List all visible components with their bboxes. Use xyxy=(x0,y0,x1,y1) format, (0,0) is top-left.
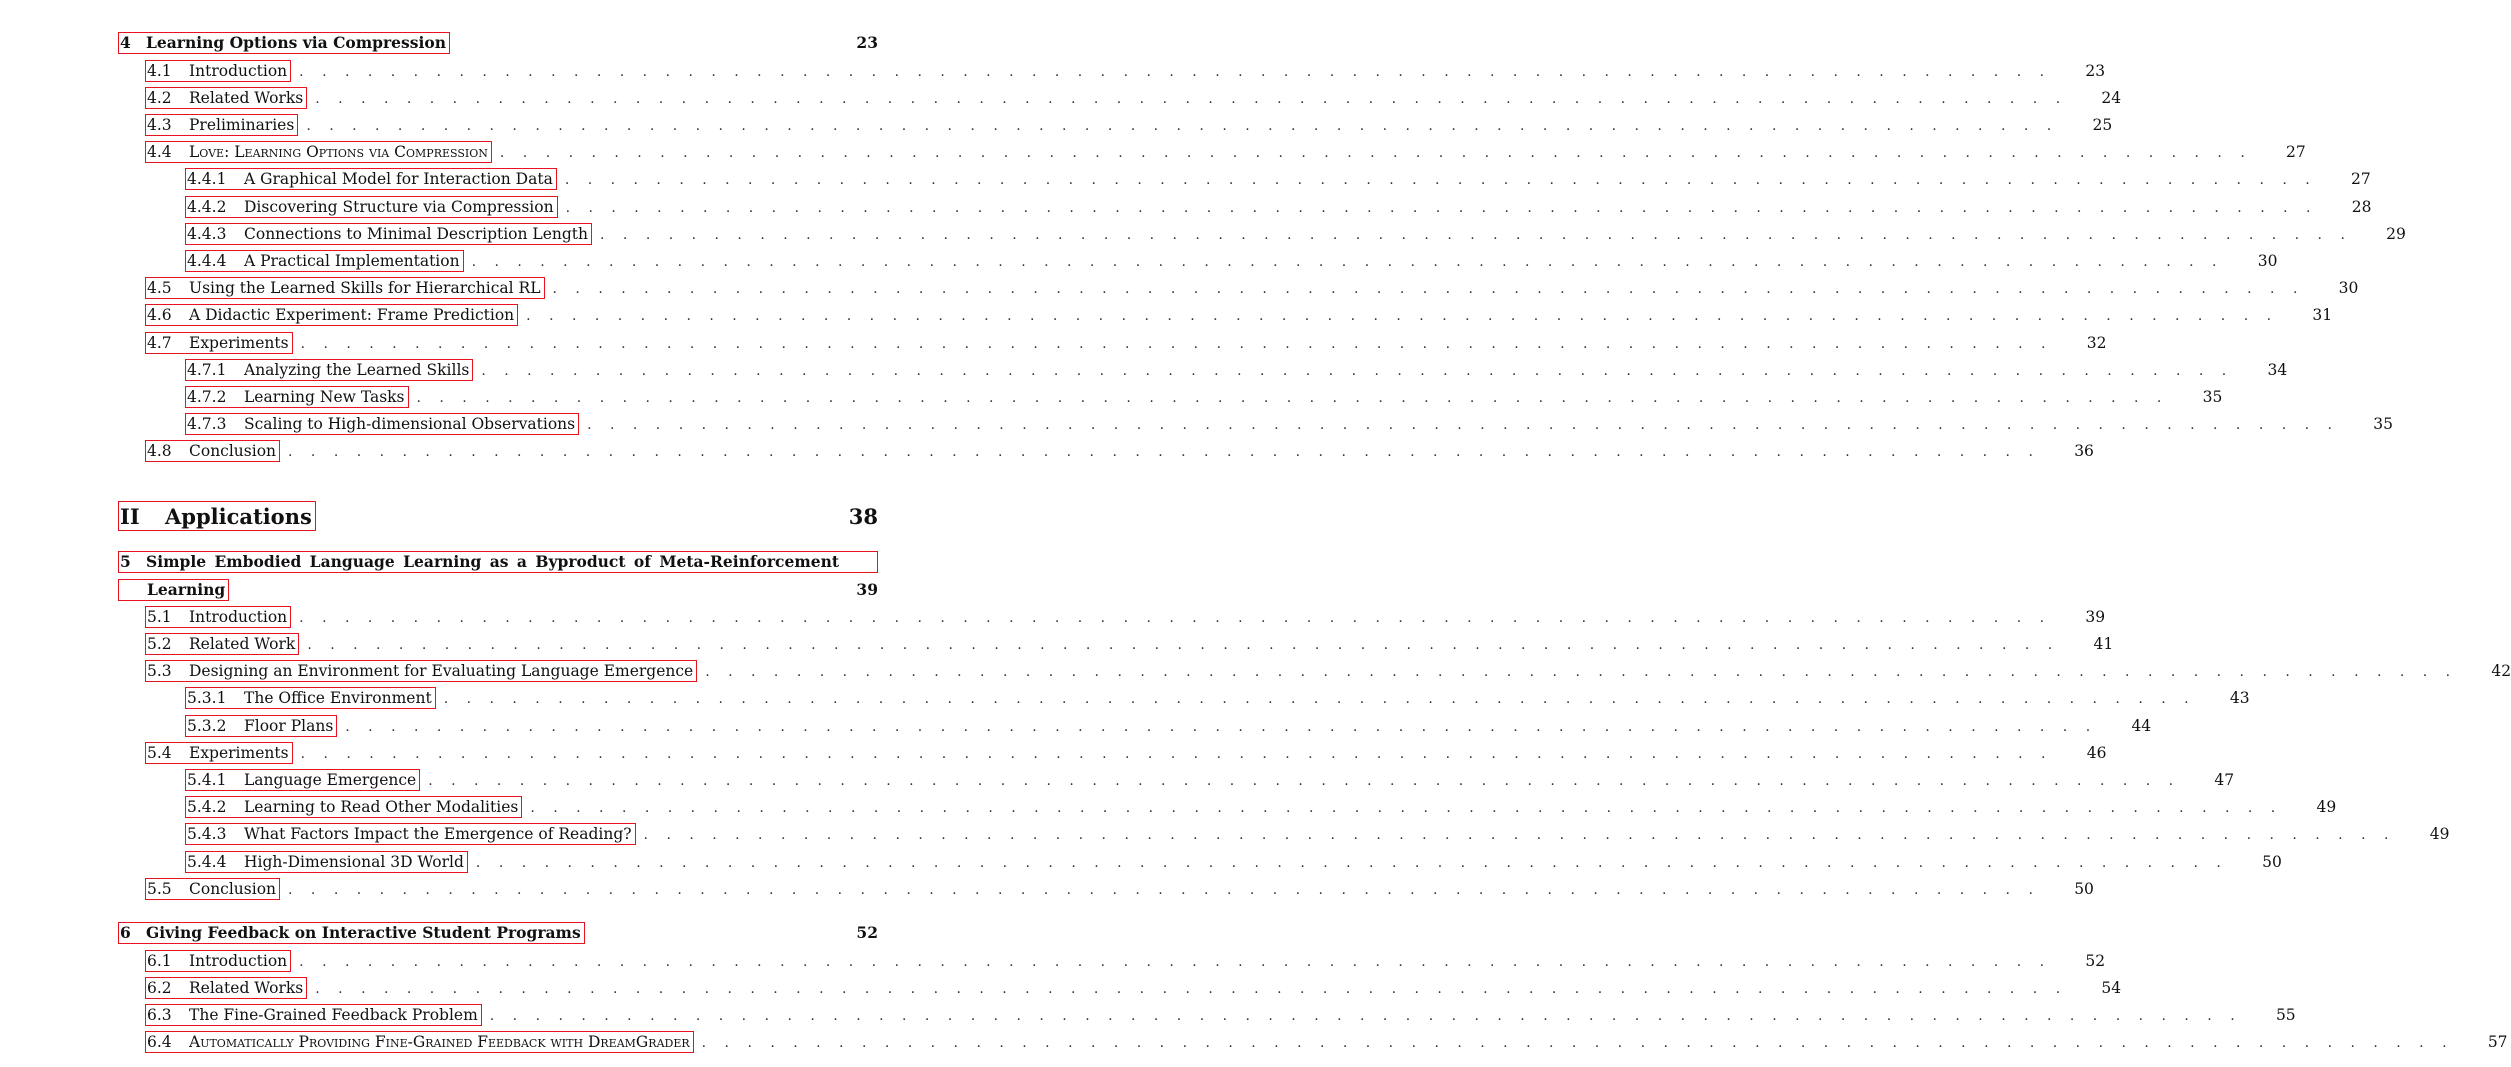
section-title: Language Emergence xyxy=(244,770,417,789)
section-title: Related Work xyxy=(189,634,296,653)
section-entry xyxy=(145,603,2106,630)
dot-leader: . . . . . . . . . . . . . . . . . . . . . . . . . . . . . . . . . . . . . . . . . . . . . . . . . . . . . . . . . . . . . . . . . . . . . . . . . . . . . xyxy=(307,636,2060,653)
section-entry xyxy=(145,657,2511,684)
section-title: The Office Environment xyxy=(244,688,432,707)
section-entry xyxy=(145,947,2106,974)
section-title: A Graphical Model for Interaction Data xyxy=(244,169,553,188)
toc-link[interactable] xyxy=(185,687,436,709)
section-entry xyxy=(145,974,2122,1001)
section-number: 5.4.1 xyxy=(187,770,227,789)
section-entry xyxy=(185,383,2223,410)
section-title: The Fine-Grained Feedback Problem xyxy=(189,1005,478,1024)
section-title: A Practical Implementation xyxy=(244,251,460,270)
toc-link[interactable] xyxy=(145,87,307,109)
section-entry xyxy=(185,820,2450,847)
toc-link[interactable] xyxy=(145,1004,482,1026)
toc-link[interactable] xyxy=(145,742,293,764)
toc-link[interactable] xyxy=(145,332,293,354)
page-number: 49 xyxy=(2316,797,2337,816)
section-number: 4.4.4 xyxy=(187,251,227,270)
section-title: Automatically Providing Fine-Grained Feedback with DreamGrader xyxy=(189,1032,690,1051)
toc-link[interactable] xyxy=(145,977,307,999)
dot-leader: . . . . . . . . . . . . . . . . . . . . . . . . . . . . . . . . . . . . . . . . . . . . . . . . . . . . . . . . . . . . . . . . . . . . . . . . . . . . . xyxy=(705,663,2458,680)
dot-leader: . . . . . . . . . . . . . . . . . . . . . . . . . . . . . . . . . . . . . . . . . . . . . . . . . . . . . . . . . . . . . . . . . . . . . . . . . . . . . xyxy=(416,389,2169,406)
section-number: 4.7.2 xyxy=(187,387,227,406)
dot-leader: . . . . . . . . . . . . . . . . . . . . . . . . . . . . . . . . . . . . . . . . . . . . . . . . . . . . . . . . . . . . . . . . . . . . . . . . . . . . . xyxy=(471,253,2224,270)
section-title: What Factors Impact the Emergence of Reading? xyxy=(244,824,632,843)
page-number: 30 xyxy=(2257,251,2278,270)
section-entry xyxy=(145,630,2114,657)
dot-leader: . . . . . . . . . . . . . . . . . . . . . . . . . . . . . . . . . . . . . . . . . . . . . . . . . . . . . . . . . . . . . . . . . . . . . . . . . . . . . xyxy=(299,953,2052,970)
toc-link[interactable] xyxy=(118,551,878,573)
section-entry xyxy=(185,684,2250,711)
section-number: 4.7.1 xyxy=(187,360,227,379)
section-title: Learning New Tasks xyxy=(244,387,405,406)
section-entry xyxy=(185,220,2406,247)
section-entry xyxy=(185,165,2371,192)
dot-leader: . . . . . . . . . . . . . . . . . . . . . . . . . . . . . . . . . . . . . . . . . . . . . . . . . . . . . . . . . . . . . . . . . . . . . . . . . . . . . xyxy=(701,1034,2454,1051)
page-number: 35 xyxy=(2373,414,2393,433)
section-number: 4.4 xyxy=(147,142,172,161)
section-number: 4.6 xyxy=(147,305,172,324)
section-title: Conclusion xyxy=(189,879,277,898)
toc-link[interactable] xyxy=(185,359,473,381)
section-entry xyxy=(185,410,2393,437)
section-entry xyxy=(185,247,2278,274)
dot-leader: . . . . . . . . . . . . . . . . . . . . . . . . . . . . . . . . . . . . . . . . . . . . . . . . . . . . . . . . . . . . . . . . . . . . . . . . . . . . . xyxy=(299,63,2052,80)
section-title: Preliminaries xyxy=(189,115,295,134)
chapter-entry xyxy=(118,576,878,603)
toc-link[interactable] xyxy=(185,796,522,818)
page-number: 41 xyxy=(2093,634,2114,653)
toc-link[interactable] xyxy=(118,32,450,54)
page-number: 35 xyxy=(2202,387,2223,406)
dot-leader: . . . . . . . . . . . . . . . . . . . . . . . . . . . . . . . . . . . . . . . . . . . . . . . . . . . . . . . . . . . . . . . . . . . . . . . . . . . . . xyxy=(475,854,2228,871)
section-entry xyxy=(145,57,2106,84)
section-number: 5.3.1 xyxy=(187,688,227,707)
section-number: 4.4.3 xyxy=(187,224,227,243)
page-number: 30 xyxy=(2338,278,2359,297)
toc-link[interactable] xyxy=(185,386,409,408)
dot-leader: . . . . . . . . . . . . . . . . . . . . . . . . . . . . . . . . . . . . . . . . . . . . . . . . . . . . . . . . . . . . . . . . . . . . . . . . . . . . . xyxy=(315,980,2068,997)
section-entry xyxy=(185,848,2282,875)
page-number: 46 xyxy=(2086,743,2107,762)
page-number: 28 xyxy=(2351,197,2372,216)
toc-link[interactable] xyxy=(145,633,299,655)
section-number: 5.4.3 xyxy=(187,824,227,843)
section-number: 4.7 xyxy=(147,333,172,352)
section-number: 4.3 xyxy=(147,115,172,134)
dot-leader: . . . . . . . . . . . . . . . . . . . . . . . . . . . . . . . . . . . . . . . . . . . . . . . . . . . . . . . . . . . . . . . . . . . . . . . . . . . . . xyxy=(315,90,2068,107)
page-number: 27 xyxy=(2286,142,2306,161)
section-number: 5.3.2 xyxy=(187,716,227,735)
section-title: Introduction xyxy=(189,951,288,970)
section-entry xyxy=(145,739,2107,766)
page-number: 31 xyxy=(2312,305,2333,324)
page-number: 50 xyxy=(2074,879,2094,898)
section-number: 4.5 xyxy=(147,278,172,297)
toc-link[interactable] xyxy=(118,922,585,944)
toc-link[interactable] xyxy=(145,606,291,628)
toc-link[interactable] xyxy=(145,277,545,299)
dot-leader: . . . . . . . . . . . . . . . . . . . . . . . . . . . . . . . . . . . . . . . . . . . . . . . . . . . . . . . . . . . . . . . . . . . . . . . . . . . . . xyxy=(306,117,2059,134)
section-title: A Didactic Experiment: Frame Prediction xyxy=(189,305,515,324)
section-entry xyxy=(145,111,2113,138)
dot-leader: . . . . . . . . . . . . . . . . . . . . . . . . . . . . . . . . . . . . . . . . . . . . . . . . . . . . . . . . . . . . . . . . . . . . . . . . . . . . . xyxy=(443,690,2196,707)
toc-link[interactable] xyxy=(145,141,492,163)
section-number: 6.3 xyxy=(147,1005,172,1024)
dot-leader: . . . . . . . . . . . . . . . . . . . . . . . . . . . . . . . . . . . . . . . . . . . . . . . . . . . . . . . . . . . . . . . . . . . . . . . . . . . . . xyxy=(526,307,2279,324)
page-number: 52 xyxy=(2085,951,2106,970)
section-number: 5.4.4 xyxy=(187,852,227,871)
section-entry xyxy=(185,356,2288,383)
toc-link[interactable] xyxy=(185,851,468,873)
toc-link[interactable] xyxy=(185,223,592,245)
section-number: 5.1 xyxy=(147,607,172,626)
dot-leader: . . . . . . . . . . . . . . . . . . . . . . . . . . . . . . . . . . . . . . . . . . . . . . . . . . . . . . . . . . . . . . . . . . . . . . . . . . . . . xyxy=(643,826,2396,843)
dot-leader: . . . . . . . . . . . . . . . . . . . . . . . . . . . . . . . . . . . . . . . . . . . . . . . . . . . . . . . . . . . . . . . . . . . . . . . . . . . . . xyxy=(299,609,2052,626)
toc-link[interactable] xyxy=(185,823,636,845)
page-number: 34 xyxy=(2267,360,2288,379)
section-number: 6.2 xyxy=(147,978,172,997)
dot-leader: . . . . . . . . . . . . . . . . . . . . . . . . . . . . . . . . . . . . . . . . . . . . . . . . . . . . . . . . . . . . . . . . . . . . . . . . . . . . . xyxy=(565,199,2318,216)
section-number: 6.1 xyxy=(147,951,172,970)
section-title: Introduction xyxy=(189,607,288,626)
toc-link[interactable] xyxy=(145,304,518,326)
section-number: 6 xyxy=(120,923,131,942)
section-title: Related Works xyxy=(189,88,304,107)
chapter-entry xyxy=(118,548,878,575)
section-number: 5.3 xyxy=(147,661,172,680)
section-entry xyxy=(145,1028,2508,1055)
page-number: 57 xyxy=(2487,1032,2508,1051)
page-number: 55 xyxy=(2275,1005,2296,1024)
section-number: 4 xyxy=(120,33,131,52)
section-title: Learning to Read Other Modalities xyxy=(244,797,519,816)
section-title: High-Dimensional 3D World xyxy=(244,852,464,871)
section-entry xyxy=(145,329,2107,356)
section-title: Analyzing the Learned Skills xyxy=(244,360,470,379)
section-number: II xyxy=(120,503,140,529)
section-number: 4.1 xyxy=(147,61,172,80)
section-title: Learning xyxy=(147,580,226,599)
page-number: 43 xyxy=(2229,688,2250,707)
toc-link[interactable] xyxy=(118,579,229,601)
section-entry xyxy=(185,793,2337,820)
page-number: 54 xyxy=(2101,978,2122,997)
dot-leader: . . . . . . . . . . . . . . . . . . . . . . . . . . . . . . . . . . . . . . . . . . . . . . . . . . . . . . . . . . . . . . . . . . . . . . . . . . . . . xyxy=(300,335,2053,352)
section-title: Learning Options via Compression xyxy=(146,33,446,52)
section-entry xyxy=(145,274,2359,301)
toc-link[interactable] xyxy=(185,715,337,737)
page-number: 52 xyxy=(856,923,878,942)
section-number: 5.5 xyxy=(147,879,172,898)
section-title: Discovering Structure via Compression xyxy=(244,197,554,216)
section-number: 4.4.2 xyxy=(187,197,227,216)
page-number: 27 xyxy=(2350,169,2371,188)
section-number: 5.2 xyxy=(147,634,172,653)
dot-leader: . . . . . . . . . . . . . . . . . . . . . . . . . . . . . . . . . . . . . . . . . . . . . . . . . . . . . . . . . . . . . . . . . . . . . . . . . . . . . xyxy=(587,416,2339,433)
page-number: 32 xyxy=(2086,333,2107,352)
section-entry xyxy=(185,766,2235,793)
section-entry xyxy=(145,875,2094,902)
page-number: 49 xyxy=(2429,824,2450,843)
toc-link[interactable] xyxy=(145,440,280,462)
section-title: Using the Learned Skills for Hierarchical RL xyxy=(189,278,541,297)
chapter-entry xyxy=(118,919,878,946)
section-title: Introduction xyxy=(189,61,288,80)
section-title: Related Works xyxy=(189,978,304,997)
dot-leader: . . . . . . . . . . . . . . . . . . . . . . . . . . . . . . . . . . . . . . . . . . . . . . . . . . . . . . . . . . . . . . . . . . . . . . . . . . . . . xyxy=(345,718,2098,735)
page-number: 39 xyxy=(2085,607,2106,626)
section-number: 5 xyxy=(120,552,131,571)
section-number: 6.4 xyxy=(147,1032,172,1051)
section-entry xyxy=(185,193,2372,220)
page-number: 25 xyxy=(2092,115,2113,134)
section-entry xyxy=(145,1001,2296,1028)
page-number: 39 xyxy=(856,580,878,599)
section-title: Floor Plans xyxy=(244,716,334,735)
section-title: Love: Learning Options via Compression xyxy=(189,142,488,161)
toc-link[interactable] xyxy=(185,413,579,435)
section-title: Experiments xyxy=(189,743,289,762)
section-number: 4.8 xyxy=(147,441,172,460)
toc-link[interactable] xyxy=(145,114,298,136)
part-heading xyxy=(118,499,878,533)
section-entry xyxy=(185,712,2152,739)
section-title: Designing an Environment for Evaluating Language Emergence xyxy=(189,661,694,680)
dot-leader: . . . . . . . . . . . . . . . . . . . . . . . . . . . . . . . . . . . . . . . . . . . . . . . . . . . . . . . . . . . . . . . . . . . . . . . . . . . . . xyxy=(288,881,2040,898)
toc-link[interactable] xyxy=(145,1031,694,1053)
section-number: 4.2 xyxy=(147,88,172,107)
toc-link[interactable] xyxy=(145,60,291,82)
toc-link[interactable] xyxy=(145,950,291,972)
dot-leader: . . . . . . . . . . . . . . . . . . . . . . . . . . . . . . . . . . . . . . . . . . . . . . . . . . . . . . . . . . . . . . . . . . . . . . . . . . . . . xyxy=(288,443,2040,460)
section-entry xyxy=(145,437,2094,464)
toc-link[interactable] xyxy=(118,501,316,531)
page-number: 50 xyxy=(2262,852,2282,871)
toc-link[interactable] xyxy=(185,769,420,791)
page-number: 23 xyxy=(2085,61,2106,80)
dot-leader: . . . . . . . . . . . . . . . . . . . . . . . . . . . . . . . . . . . . . . . . . . . . . . . . . . . . . . . . . . . . . . . . . . . . . . . . . . . . . xyxy=(428,772,2181,789)
section-title: Connections to Minimal Description Length xyxy=(244,224,589,243)
dot-leader: . . . . . . . . . . . . . . . . . . . . . . . . . . . . . . . . . . . . . . . . . . . . . . . . . . . . . . . . . . . . . . . . . . . . . . . . . . . . . xyxy=(552,280,2305,297)
section-entry xyxy=(145,84,2122,111)
dot-leader: . . . . . . . . . . . . . . . . . . . . . . . . . . . . . . . . . . . . . . . . . . . . . . . . . . . . . . . . . . . . . . . . . . . . . . . . . . . . . xyxy=(530,799,2283,816)
dot-leader: . . . . . . . . . . . . . . . . . . . . . . . . . . . . . . . . . . . . . . . . . . . . . . . . . . . . . . . . . . . . . . . . . . . . . . . . . . . . . xyxy=(481,362,2234,379)
section-title: Giving Feedback on Interactive Student Programs xyxy=(146,923,581,942)
toc-link[interactable] xyxy=(185,196,558,218)
chapter-entry xyxy=(118,29,878,56)
toc-link[interactable] xyxy=(185,250,464,272)
section-title: Applications xyxy=(165,503,312,529)
page-number: 44 xyxy=(2131,716,2152,735)
section-number: 4.7.3 xyxy=(187,414,227,433)
dot-leader: . . . . . . . . . . . . . . . . . . . . . . . . . . . . . . . . . . . . . . . . . . . . . . . . . . . . . . . . . . . . . . . . . . . . . . . . . . . . . xyxy=(300,745,2053,762)
dot-leader: . . . . . . . . . . . . . . . . . . . . . . . . . . . . . . . . . . . . . . . . . . . . . . . . . . . . . . . . . . . . . . . . . . . . . . . . . . . . . xyxy=(600,226,2352,243)
dot-leader: . . . . . . . . . . . . . . . . . . . . . . . . . . . . . . . . . . . . . . . . . . . . . . . . . . . . . . . . . . . . . . . . . . . . . . . . . . . . . xyxy=(499,144,2252,161)
toc-link[interactable] xyxy=(185,168,557,190)
toc-link[interactable] xyxy=(145,878,280,900)
section-number: 5.4 xyxy=(147,743,172,762)
section-title: Conclusion xyxy=(189,441,277,460)
section-title: Simple Embodied Language Learning as a Byproduct of Meta-Reinforcement xyxy=(146,552,840,571)
page-number: 23 xyxy=(856,33,878,52)
section-title: Experiments xyxy=(189,333,289,352)
page-number: 47 xyxy=(2214,770,2235,789)
page-number: 42 xyxy=(2491,661,2511,680)
section-entry xyxy=(145,138,2306,165)
section-entry xyxy=(145,301,2333,328)
toc-link[interactable] xyxy=(145,660,697,682)
page-number: 36 xyxy=(2074,441,2094,460)
dot-leader: . . . . . . . . . . . . . . . . . . . . . . . . . . . . . . . . . . . . . . . . . . . . . . . . . . . . . . . . . . . . . . . . . . . . . . . . . . . . . xyxy=(564,171,2317,188)
page-number: 24 xyxy=(2101,88,2122,107)
dot-leader: . . . . . . . . . . . . . . . . . . . . . . . . . . . . . . . . . . . . . . . . . . . . . . . . . . . . . . . . . . . . . . . . . . . . . . . . . . . . . xyxy=(489,1007,2242,1024)
page-number: 29 xyxy=(2386,224,2406,243)
page-number: 38 xyxy=(848,503,878,529)
section-title: Scaling to High-dimensional Observations xyxy=(244,414,576,433)
section-number: 4.4.1 xyxy=(187,169,227,188)
section-number: 5.4.2 xyxy=(187,797,227,816)
